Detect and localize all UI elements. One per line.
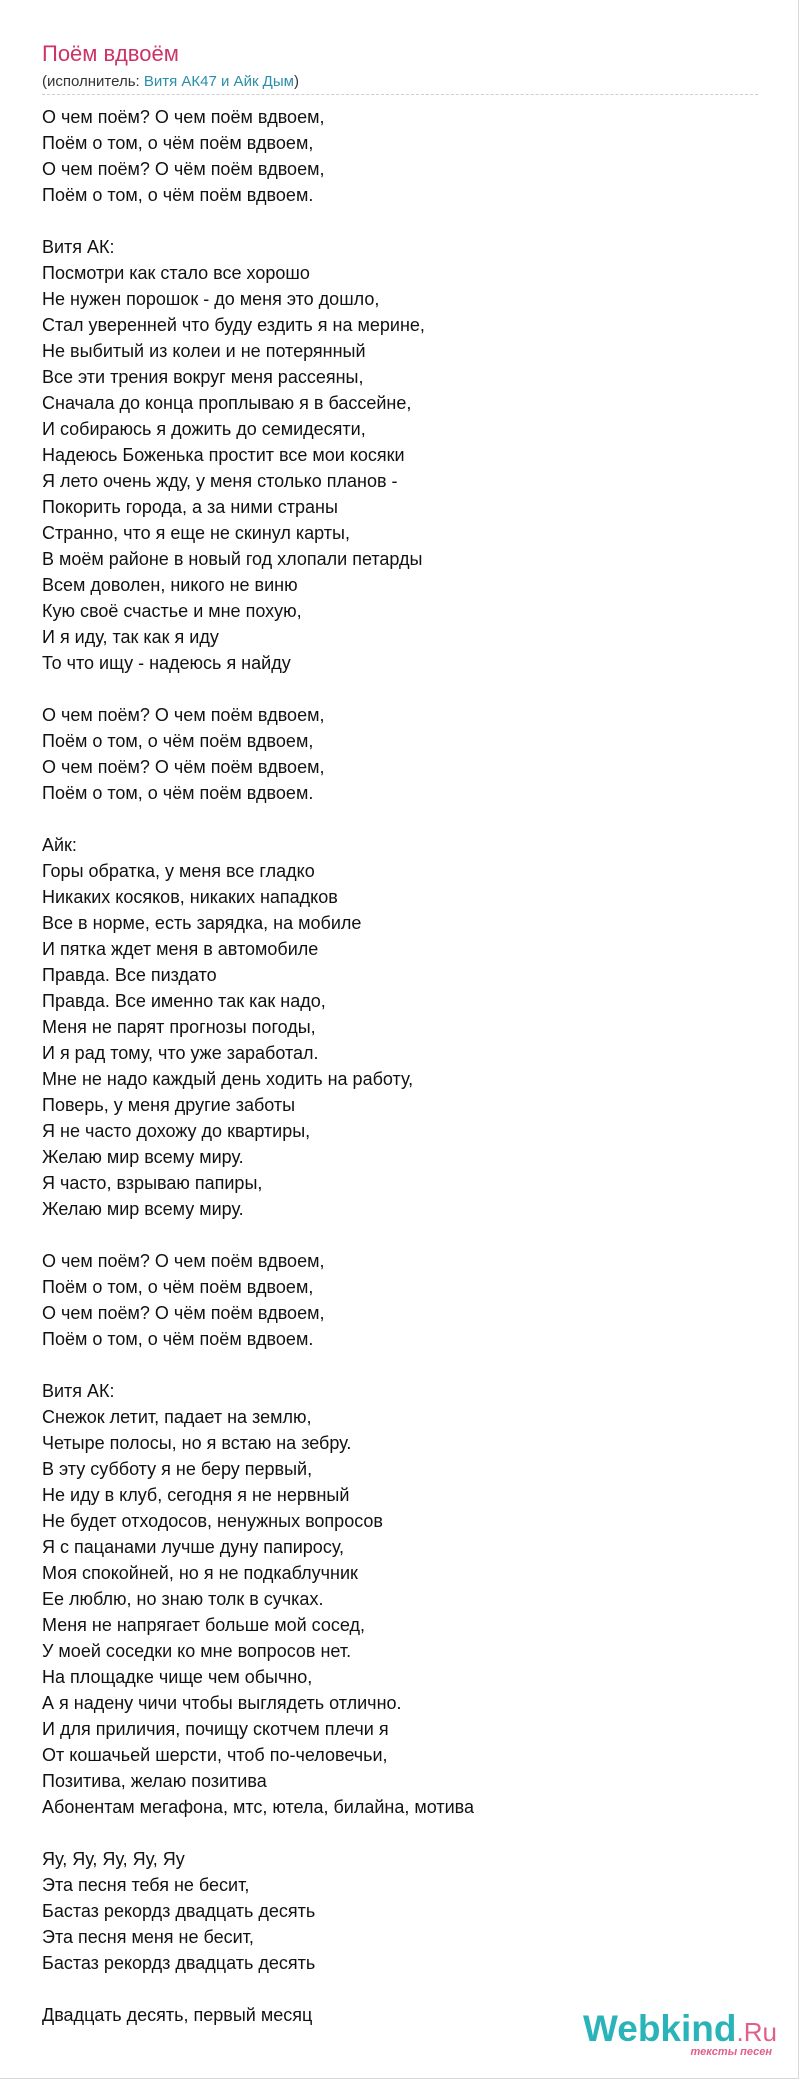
lyric-line: Поверь, у меня другие заботы bbox=[42, 1095, 296, 1115]
lyrics-text bbox=[42, 104, 742, 2028]
lyric-line: Никаких косяков, никаких нападков bbox=[42, 887, 338, 907]
lyric-line: Все эти трения вокруг меня рассеяны, bbox=[42, 367, 364, 387]
lyric-line: То что ищу - надеюсь я найду bbox=[42, 653, 291, 673]
lyric-line: Не иду в клуб, сегодня я не нервный bbox=[42, 1485, 350, 1505]
lyric-line: У моей соседки ко мне вопросов нет. bbox=[42, 1641, 352, 1661]
header-divider bbox=[42, 94, 758, 95]
lyric-line: Поём о том, о чём поём вдвоем, bbox=[42, 133, 314, 153]
lyric-line: Бастаз рекордз двадцать десять bbox=[42, 1901, 316, 1921]
lyric-line: Не нужен порошок - до меня это дошло, bbox=[42, 289, 380, 309]
lyric-line: Снежок летит, падает на землю, bbox=[42, 1407, 312, 1427]
lyric-line: Витя АК: bbox=[42, 237, 115, 257]
lyric-line: О чем поём? О чём поём вдвоем, bbox=[42, 1303, 325, 1323]
lyric-line: В моём районе в новый год хлопали петарды bbox=[42, 549, 423, 569]
lyric-line: Позитива, желаю позитива bbox=[42, 1771, 267, 1791]
lyric-line: Не будет отходосов, ненужных вопросов bbox=[42, 1511, 383, 1531]
lyric-line: Все в норме, есть зарядка, на мобиле bbox=[42, 913, 362, 933]
lyric-line: Я лето очень жду, у меня столько планов - bbox=[42, 471, 398, 491]
lyric-line: Ее люблю, но знаю толк в сучках. bbox=[42, 1589, 324, 1609]
lyric-line: Витя АК: bbox=[42, 1381, 115, 1401]
lyric-line: На площадке чище чем обычно, bbox=[42, 1667, 313, 1687]
lyric-line: Сначала до конца проплываю я в бассейне, bbox=[42, 393, 412, 413]
lyric-line: Абонентам мегафона, мтс, ютела, билайна, мотива bbox=[42, 1797, 475, 1817]
lyric-line: Двадцать десять, первый месяц bbox=[42, 2005, 313, 2025]
lyric-line: Поём о том, о чём поём вдвоем, bbox=[42, 1277, 314, 1297]
lyric-line: Поём о том, о чём поём вдвоем. bbox=[42, 185, 314, 205]
lyric-line: Надеюсь Боженька простит все мои косяки bbox=[42, 445, 405, 465]
lyric-line: Я не часто дохожу до квартиры, bbox=[42, 1121, 311, 1141]
lyric-line: Всем доволен, никого не виню bbox=[42, 575, 298, 595]
lyric-line: Моя спокойней, но я не подкаблучник bbox=[42, 1563, 358, 1583]
lyric-line: Странно, что я еще не скинул карты, bbox=[42, 523, 350, 543]
lyric-line bbox=[42, 1222, 742, 1248]
lyric-line: И для приличия, почищу скотчем плечи я bbox=[42, 1719, 389, 1739]
lyric-line: Поём о том, о чём поём вдвоем, bbox=[42, 731, 314, 751]
lyric-line: И я рад тому, что уже заработал. bbox=[42, 1043, 319, 1063]
lyric-line: И я иду, так как я иду bbox=[42, 627, 219, 647]
lyric-line: А я надену чичи чтобы выглядеть отлично. bbox=[42, 1693, 402, 1713]
performer-link[interactable]: Витя АК47 и Айк Дым bbox=[143, 73, 294, 90]
lyric-line: В эту субботу я не беру первый, bbox=[42, 1459, 313, 1479]
logo-tagline: тексты песен bbox=[690, 2046, 772, 2058]
song-title: Поём вдвоём bbox=[42, 41, 179, 66]
lyric-line: О чем поём? О чем поём вдвоем, bbox=[42, 107, 325, 127]
lyric-line: От кошачьей шерсти, чтоб по-человечьи, bbox=[42, 1745, 388, 1765]
lyric-line: Посмотри как стало все хорошо bbox=[42, 263, 310, 283]
lyric-line: Яу, Яу, Яу, Яу, Яу bbox=[42, 1849, 185, 1869]
logo-tld: .Ru bbox=[736, 2017, 777, 2047]
lyric-line bbox=[42, 1352, 742, 1378]
lyric-line: О чем поём? О чем поём вдвоем, bbox=[42, 1251, 325, 1271]
lyric-line: Эта песня меня не бесит, bbox=[42, 1927, 254, 1947]
lyric-line: Эта песня тебя не бесит, bbox=[42, 1875, 250, 1895]
lyric-line: Кую своё счастье и мне похую, bbox=[42, 601, 302, 621]
lyric-line bbox=[42, 208, 742, 234]
lyric-line: О чем поём? О чём поём вдвоем, bbox=[42, 757, 325, 777]
lyric-line bbox=[42, 1976, 742, 2002]
lyric-line: Я часто, взрываю папиры, bbox=[42, 1173, 263, 1193]
lyric-line: И пятка ждет меня в автомобиле bbox=[42, 939, 319, 959]
lyric-line: Горы обратка, у меня все гладко bbox=[42, 861, 315, 881]
performer-prefix: (исполнитель: bbox=[42, 73, 144, 90]
site-logo[interactable] bbox=[583, 2008, 777, 2050]
lyric-line: Бастаз рекордз двадцать десять bbox=[42, 1953, 316, 1973]
lyric-line: Желаю мир всему миру. bbox=[42, 1199, 244, 1219]
lyric-line: Не выбитый из колеи и не потерянный bbox=[42, 341, 366, 361]
lyric-line: Мне не надо каждый день ходить на работу, bbox=[42, 1069, 414, 1089]
lyric-line bbox=[42, 1820, 742, 1846]
lyric-line: Меня не парят прогнозы погоды, bbox=[42, 1017, 316, 1037]
lyric-line: Покорить города, а за ними страны bbox=[42, 497, 338, 517]
lyric-line bbox=[42, 676, 742, 702]
lyric-line: Желаю мир всему миру. bbox=[42, 1147, 244, 1167]
lyric-line: О чем поём? О чём поём вдвоем, bbox=[42, 159, 325, 179]
lyric-line: Четыре полосы, но я встаю на зебру. bbox=[42, 1433, 352, 1453]
lyric-line: Я с пацанами лучше дуну папиросу, bbox=[42, 1537, 345, 1557]
lyric-line: И собираюсь я дожить до семидесяти, bbox=[42, 419, 366, 439]
lyric-line: Поём о том, о чём поём вдвоем. bbox=[42, 1329, 314, 1349]
performer-suffix: ) bbox=[293, 73, 299, 90]
logo-name: Webkind bbox=[583, 2008, 737, 2049]
lyric-line: Стал уверенней что буду ездить я на мерине, bbox=[42, 315, 425, 335]
lyric-line: Правда. Все именно так как надо, bbox=[42, 991, 326, 1011]
performer-line bbox=[42, 72, 299, 92]
lyric-line: Айк: bbox=[42, 835, 77, 855]
lyric-line: Поём о том, о чём поём вдвоем. bbox=[42, 783, 314, 803]
lyric-line: Правда. Все пиздато bbox=[42, 965, 217, 985]
lyric-line: О чем поём? О чем поём вдвоем, bbox=[42, 705, 325, 725]
lyric-line bbox=[42, 806, 742, 832]
lyric-line: Меня не напрягает больше мой сосед, bbox=[42, 1615, 365, 1635]
